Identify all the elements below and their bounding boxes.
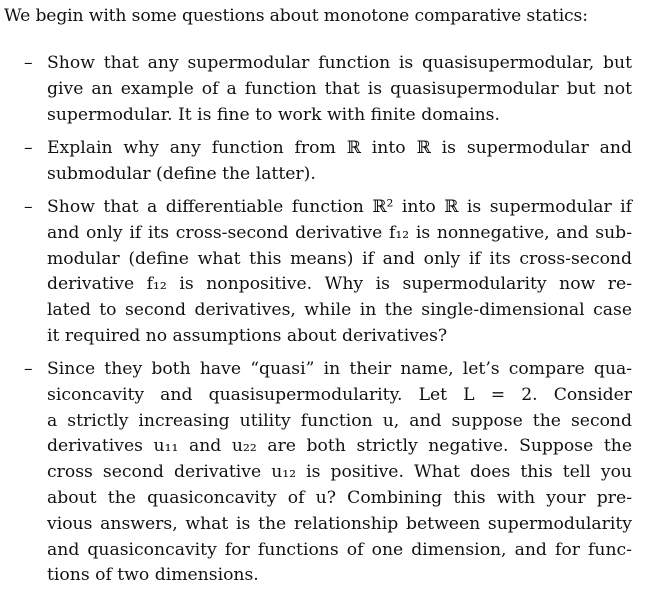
question-line: Since they both have “quasi” in their name, let’s compare qua- (47, 359, 632, 379)
question-line: Show that a differentiable function ℝ² into ℝ is supermodular if (47, 197, 632, 217)
question-line: cross second derivative u₁₂ is positive. What does this tell you (47, 462, 632, 483)
question-line: it required no assumptions about derivatives? (47, 325, 448, 346)
question-line: derivative f₁₂ is nonpositive. Why is supermodularity now re- (47, 274, 632, 295)
question-line: lated to second derivatives, while in the single-dimensional case (47, 300, 632, 321)
question-line: about the quasiconcavity of u? Combining this with your pre- (47, 487, 632, 508)
question-line: Explain why any function from ℝ into ℝ is supermodular and (47, 138, 632, 158)
question-line: modular (define what this means) if and only if its cross-second (47, 248, 632, 269)
question-line: siconcavity and quasisupermodularity. Let L = 2. Consider (47, 384, 632, 405)
question-line: supermodular. It is fine to work with finite domains. (47, 104, 500, 125)
question-text (47, 195, 632, 350)
intro-paragraph: We begin with some questions about monotone comparative statics: (4, 6, 588, 26)
list-dash: – (24, 359, 33, 379)
question-line: a strictly increasing utility function u, and suppose the second (47, 410, 632, 431)
question-line: and quasiconcavity for functions of one dimension, and for func- (47, 539, 632, 560)
question-text (47, 51, 632, 128)
list-dash: – (24, 138, 33, 158)
question-line: submodular (define the latter). (47, 163, 316, 184)
list-dash: – (24, 197, 33, 217)
question-line: derivatives u₁₁ and u₂₂ are both strictly negative. Suppose the (47, 436, 632, 457)
question-line: tions of two dimensions. (47, 565, 259, 586)
question-line: Show that any supermodular function is quasisupermodular, but (47, 53, 632, 73)
question-text (47, 136, 632, 188)
question-line: vious answers, what is the relationship between supermodularity (47, 513, 632, 534)
question-line: and only if its cross-second derivative f₁₂ is nonnegative, and sub- (47, 222, 632, 243)
question-text (47, 357, 632, 589)
list-dash: – (24, 53, 33, 73)
question-line: give an example of a function that is quasisupermodular but not (47, 78, 632, 99)
